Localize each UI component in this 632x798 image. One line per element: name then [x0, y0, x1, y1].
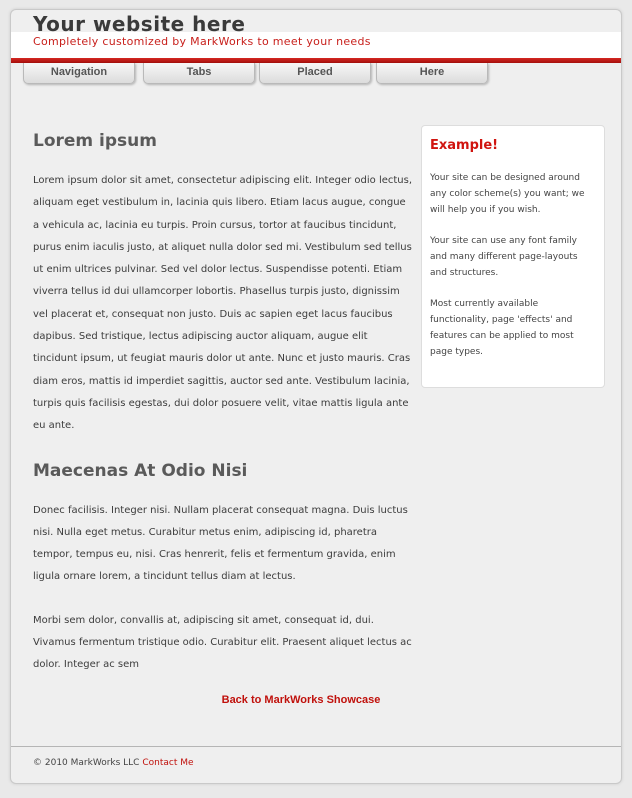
main-content [33, 128, 413, 677]
sidebar-paragraph: Most currently available functionality, page 'effects' and features can be applied to most page types. [430, 299, 574, 357]
tab-here[interactable]: Here [376, 63, 488, 84]
site-tagline: Completely customized by MarkWorks to meet your needs [33, 35, 371, 48]
example-sidebar [421, 125, 605, 388]
main-paragraph-3: Morbi sem dolor, convallis at, adipiscing sit amet, consequat id, dui. Vivamus fermentum tristique odio. Curabitur elit. Praesent aliquet lectus ac dolor. Integer ac sem [33, 614, 412, 671]
main-paragraph-2: Donec facilisis. Integer nisi. Nullam placerat consequat magna. Duis luctus nisi. Nulla eget metus. Curabitur metus enim, adipiscing id, pharetra tempor, tempus eu, nisi. Cras henrerit, felis et fermentum gravida, enim ligula ornare lorem, a tincidunt tellus diam at lectus. [33, 504, 408, 583]
main-paragraph-1: Lorem ipsum dolor sit amet, consectetur adipiscing elit. Integer odio lectus, aliquam eget vestibulum in, lacinia quis libero. Etiam lacus augue, congue a vehicula ac, lacinia eu turpis. Proin cursus, tortor at faucibus tincidunt, purus enim iaculis justo, at aliquet nulla dolor sed mi. Vestibulum sed tellus ut enim ultrices pulvinar. Sed vel dolor lectus. Suspendisse potenti. Etiam viverra tellus id dui ullamcorper lobortis. Phasellus turpis justo, dignissim vel placerat et, consequat non justo. Duis ac sapien eget lacus faucibus dapibus. Sed tristique, lectus adipiscing auctor aliquam, augue elit tincidunt ipsum, ut feugiat mauris dolor ut ante. Nunc et justo mauris. Cras diam eros, mattis id imperdiet sagittis, auctor sed ante. Vestibulum lacinia, turpis quis facilisis egestas, dui dolor posuere velit, vitae mattis ligula ante eu ante. [33, 175, 413, 432]
footer-copyright: © 2010 MarkWorks LLC [33, 758, 140, 768]
main-heading-maecenas: Maecenas At Odio Nisi [33, 460, 248, 481]
tab-tabs[interactable]: Tabs [143, 63, 255, 84]
main-heading-lorem: Lorem ipsum [33, 131, 157, 151]
contact-me-link[interactable]: Contact Me [142, 758, 194, 768]
page-container [10, 9, 622, 784]
back-to-showcase-link[interactable]: Back to MarkWorks Showcase [221, 694, 381, 706]
footer [33, 758, 194, 768]
sidebar-paragraph: Your site can use any font family and many different page-layouts and structures. [430, 236, 578, 278]
sidebar-heading: Example! [430, 138, 499, 153]
nav-tabs [23, 63, 503, 85]
sidebar-paragraph: Your site can be designed around any color scheme(s) you want; we will help you if you wish. [430, 173, 585, 215]
tab-placed[interactable]: Placed [259, 63, 371, 84]
footer-divider [11, 746, 621, 747]
site-title: Your website here [33, 12, 246, 36]
tab-navigation[interactable]: Navigation [23, 63, 135, 84]
